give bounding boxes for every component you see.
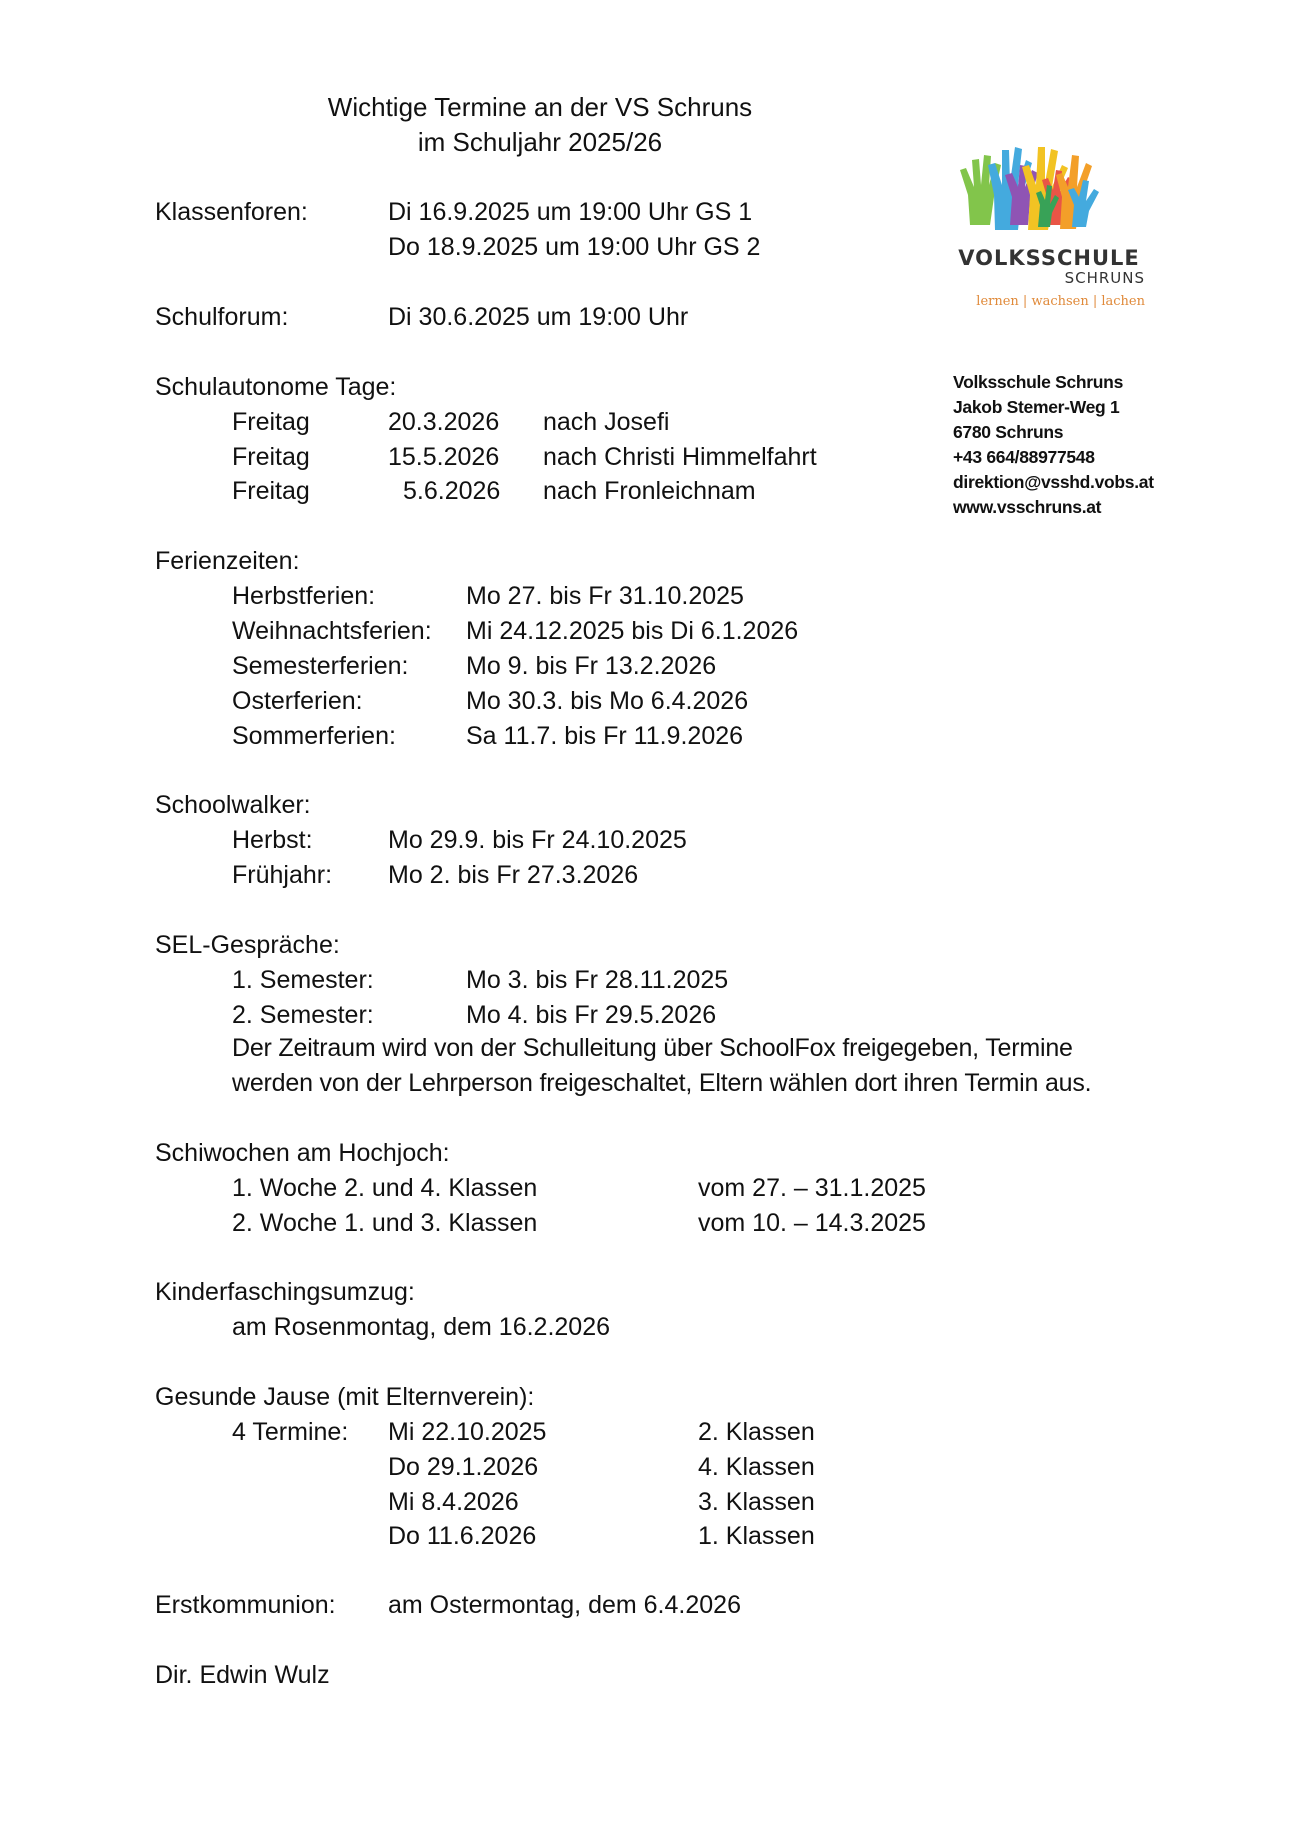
table-cell: Herbst: [232,826,313,854]
table-cell: Do 29.1.2026 [388,1453,539,1481]
logo-name: VOLKSSCHULE [958,246,1140,270]
table-cell: 4 Termine: [232,1418,349,1446]
page-subtitle: im Schuljahr 2025/26 [417,127,663,157]
table-cell: Weihnachtsferien: [232,617,432,645]
section-label: Schiwochen am Hochjoch: [155,1139,450,1167]
table-cell: Do 11.6.2026 [388,1522,537,1550]
table-cell: 2. Klassen [698,1418,815,1446]
table-cell: 2. Semester: [232,1001,374,1029]
table-cell: Mo 2. bis Fr 27.3.2026 [388,861,639,889]
address-line: +43 664/88977548 [953,447,1095,467]
table-cell: Herbstferien: [232,582,376,610]
table-cell: Freitag [232,408,310,436]
table-cell: Semesterferien: [232,652,409,680]
table-cell: nach Christi Himmelfahrt [543,443,817,471]
signature: Dir. Edwin Wulz [155,1661,330,1689]
table-cell: 15.5.2026 [388,443,500,471]
address-line: Volksschule Schruns [953,372,1124,392]
section-label: Schoolwalker: [155,791,311,819]
table-cell: Frühjahr: [232,861,333,889]
list-item: Di 30.6.2025 um 19:00 Uhr [388,303,689,331]
table-cell: 3. Klassen [698,1488,815,1516]
section-label: Kinderfaschingsumzug: [155,1278,415,1306]
sel-note: Der Zeitraum wird von der Schulleitung über SchoolFox freigegeben, Termine [232,1034,1073,1062]
section-label: Schulforum: [155,303,289,331]
table-cell: Mo 29.9. bis Fr 24.10.2025 [388,826,687,854]
table-cell: 4. Klassen [698,1453,815,1481]
table-cell: Mo 30.3. bis Mo 6.4.2026 [466,687,749,715]
section-label: Schulautonome Tage: [155,373,397,401]
address-website: www.vsschruns.at [953,497,1102,517]
logo-place: SCHRUNS [1064,269,1145,287]
table-cell: 1. Klassen [698,1522,815,1550]
table-cell: 20.3.2026 [388,408,500,436]
table-cell: 1. Woche 2. und 4. Klassen [232,1174,538,1202]
table-cell: Mi 22.10.2025 [388,1418,547,1446]
table-cell: 2. Woche 1. und 3. Klassen [232,1209,538,1237]
table-cell: nach Fronleichnam [543,477,756,505]
table-cell: Mo 3. bis Fr 28.11.2025 [466,966,729,994]
table-cell: Mi 24.12.2025 bis Di 6.1.2026 [466,617,799,645]
table-cell: Freitag [232,443,310,471]
hands-logo-icon [950,125,1150,315]
address-line: 6780 Schruns [953,422,1064,442]
table-cell: Mo 9. bis Fr 13.2.2026 [466,652,717,680]
list-item: Di 16.9.2025 um 19:00 Uhr GS 1 [388,198,753,226]
address-email: direktion@vsshd.vobs.at [953,472,1154,492]
table-cell: Mo 4. bis Fr 29.5.2026 [466,1001,717,1029]
table-cell: Mo 27. bis Fr 31.10.2025 [466,582,744,610]
list-item: am Ostermontag, dem 6.4.2026 [388,1591,741,1619]
table-cell: vom 27. – 31.1.2025 [698,1174,926,1202]
section-label: Gesunde Jause (mit Elternverein): [155,1383,535,1411]
table-cell: 5.6.2026 [403,477,501,505]
table-cell: Mi 8.4.2026 [388,1488,519,1516]
table-cell: nach Josefi [543,408,670,436]
school-logo [950,125,1150,315]
table-cell: Sa 11.7. bis Fr 11.9.2026 [466,722,744,750]
section-label: Erstkommunion: [155,1591,336,1619]
address-line: Jakob Stemer-Weg 1 [953,397,1120,417]
section-label: Ferienzeiten: [155,547,300,575]
section-label: SEL-Gespräche: [155,931,340,959]
table-cell: Osterferien: [232,687,363,715]
sel-note: werden von der Lehrperson freigeschaltet, Eltern wählen dort ihren Termin aus. [232,1069,1092,1097]
page-title: Wichtige Termine an der VS Schruns [327,92,753,122]
table-cell: vom 10. – 14.3.2025 [698,1209,926,1237]
table-cell: Freitag [232,477,310,505]
list-item: am Rosenmontag, dem 16.2.2026 [232,1313,611,1341]
section-label: Klassenforen: [155,198,308,226]
logo-slogan: lernen | wachsen | lachen [976,294,1145,309]
list-item: Do 18.9.2025 um 19:00 Uhr GS 2 [388,233,761,261]
table-cell: Sommerferien: [232,722,396,750]
table-cell: 1. Semester: [232,966,374,994]
